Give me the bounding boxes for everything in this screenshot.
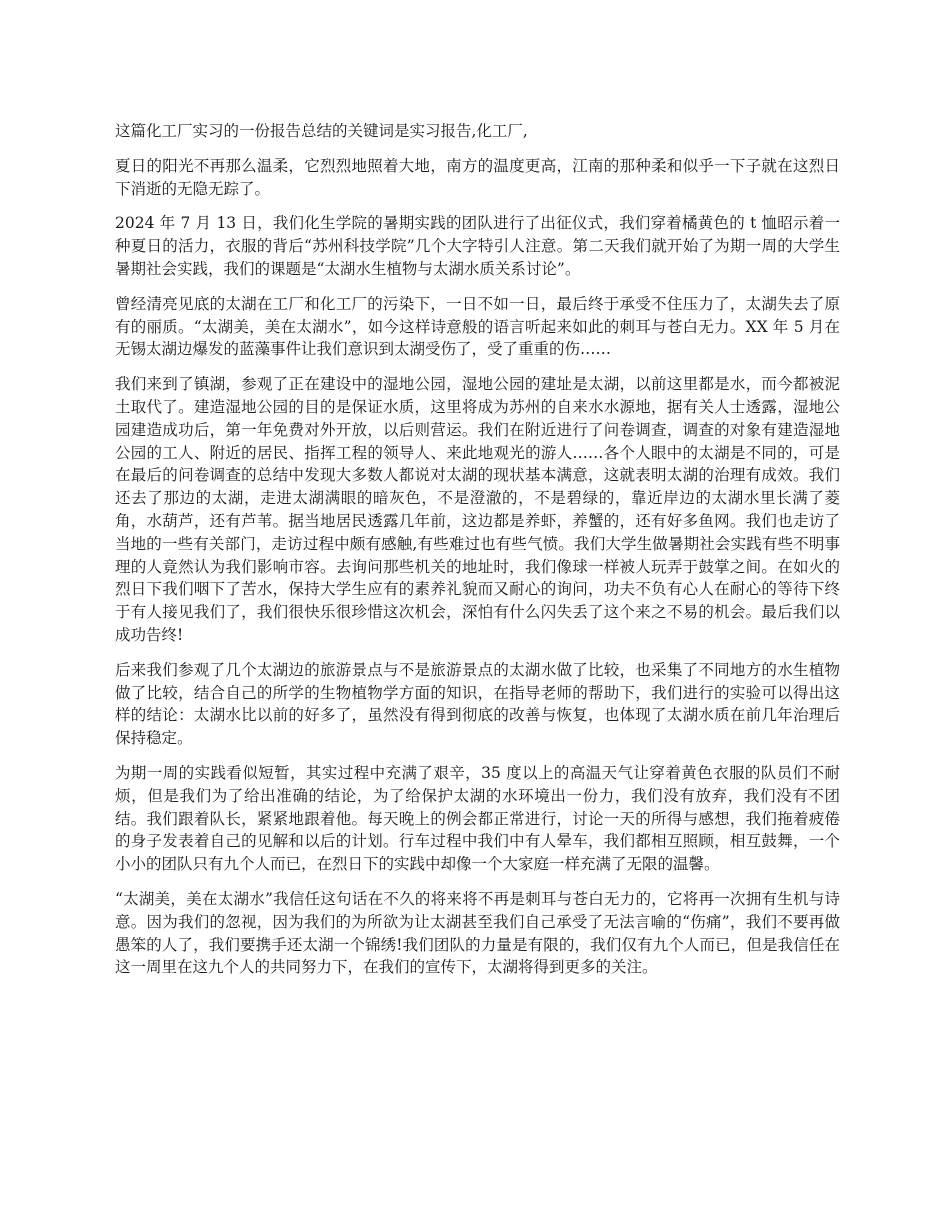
- paragraph-wetland-visit: 我们来到了镇湖，参观了正在建设中的湿地公园，湿地公园的建址是太湖，以前这里都是水，而今都被泥土取代了。建造湿地公园的目的是保证水质，这里将成为苏州的自来水水源地，据有关人士透露，湿地公园建造成功后，第一年免费对外开放，以后则营运。我们在附近进行了问卷调查，调查的对象有建造湿地公园的工人、附近的居民、指挥工程的领导人、来此地观光的游人……各个人眼中的太湖是不同的，可是在最后的问卷调查的总结中发现大多数人都说对太湖的现状基本满意，这就表明太湖的治理有成效。我们还去了那边的太湖，走进太湖满眼的暗灰色，不是澄澈的，不是碧绿的，靠近岸边的太湖水里长满了菱角，水葫芦，还有芦苇。据当地居民透露几年前，这边都是养虾，养蟹的，还有好多鱼网。我们也走访了当地的一些有关部门，走访过程中颇有感触,有些难过也有些气愤。我们大学生做暑期社会实践有些不明事理的人竟然认为我们影响市容。去询问那些机关的地址时，我们像球一样被人玩弄于鼓掌之间。在如火的烈日下我们咽下了苦水，保持大学生应有的素养礼貌而又耐心的询问，功夫不负有心人在耐心的等待下终于有人接见我们了，我们很快乐很珍惜这次机会，深怕有什么闪失丢了这个来之不易的机会。最后我们以成功告终!: [115, 375, 840, 644]
- paragraph-departure-ceremony: 2024 年 7 月 13 日，我们化生学院的暑期实践的团队进行了出征仪式，我们穿着橘黄色的 t 恤昭示着一种夏日的活力，衣服的背后“苏州科技学院”几个大字特引人注意。第二天我们就开始了为期一周的大学生暑期社会实践，我们的课题是“太湖水生植物与太湖水质关系讨论”。: [115, 214, 840, 278]
- paragraph-closing: “太湖美，美在太湖水”我信任这句话在不久的将来将不再是刺耳与苍白无力的，它将再一次拥有生机与诗意。因为我们的忽视，因为我们的为所欲为让太湖甚至我们自己承受了无法言喻的“伤痛”，我们不要再做愚笨的人了，我们要携手还太湖一个锦绣!我们团队的力量是有限的，我们仅有九个人而已，但是我信任在这一周里在这九个人的共同努力下，在我们的宣传下，太湖将得到更多的关注。: [115, 889, 840, 977]
- paragraph-keywords: 这篇化工厂实习的一份报告总结的关键词是实习报告,化工厂,: [115, 122, 528, 140]
- paragraph-team-hardship: 为期一周的实践看似短暂，其实过程中充满了艰辛，35 度以上的高温天气让穿着黄色衣服的队员们不耐烦，但是我们为了给出准确的结论，为了给保护太湖的水环境出一份力，我们没有放弃，我们没有不团结。我们跟着队长，紧紧地跟着他。每天晚上的例会都正常进行，讨论一天的所得与感想，我们拖着疲倦的身子发表着自己的见解和以后的计划。行车过程中我们中有人晕车，我们都相互照顾，相互鼓舞，一个小小的团队只有九个人而已，在烈日下的实践中却像一个大家庭一样充满了无限的温馨。: [115, 763, 840, 874]
- document-body: [115, 120, 840, 991]
- paragraph-experiment-conclusion: 后来我们参观了几个太湖边的旅游景点与不是旅游景点的太湖水做了比较，也采集了不同地方的水生植物做了比较，结合自己的所学的生物植物学方面的知识，在指导老师的帮助下，我们进行的实验可以得出这样的结论：太湖水比以前的好多了，虽然没有得到彻底的改善与恢复，也体现了太湖水质在前几年治理后保持稳定。: [115, 660, 840, 748]
- paragraph-lake-pollution: 曾经清亮见底的太湖在工厂和化工厂的污染下，一日不如一日，最后终于承受不住压力了，太湖失去了原有的丽质。“太湖美，美在太湖水”，如今这样诗意般的语言听起来如此的刺耳与苍白无力。XX 年 5 月在无锡太湖边爆发的蓝藻事件让我们意识到太湖受伤了，受了重重的伤……: [115, 294, 840, 359]
- paragraph-intro: 夏日的阳光不再那么温柔，它烈烈地照着大地，南方的温度更高，江南的那种柔和似乎一下子就在这烈日下消逝的无隐无踪了。: [115, 156, 840, 198]
